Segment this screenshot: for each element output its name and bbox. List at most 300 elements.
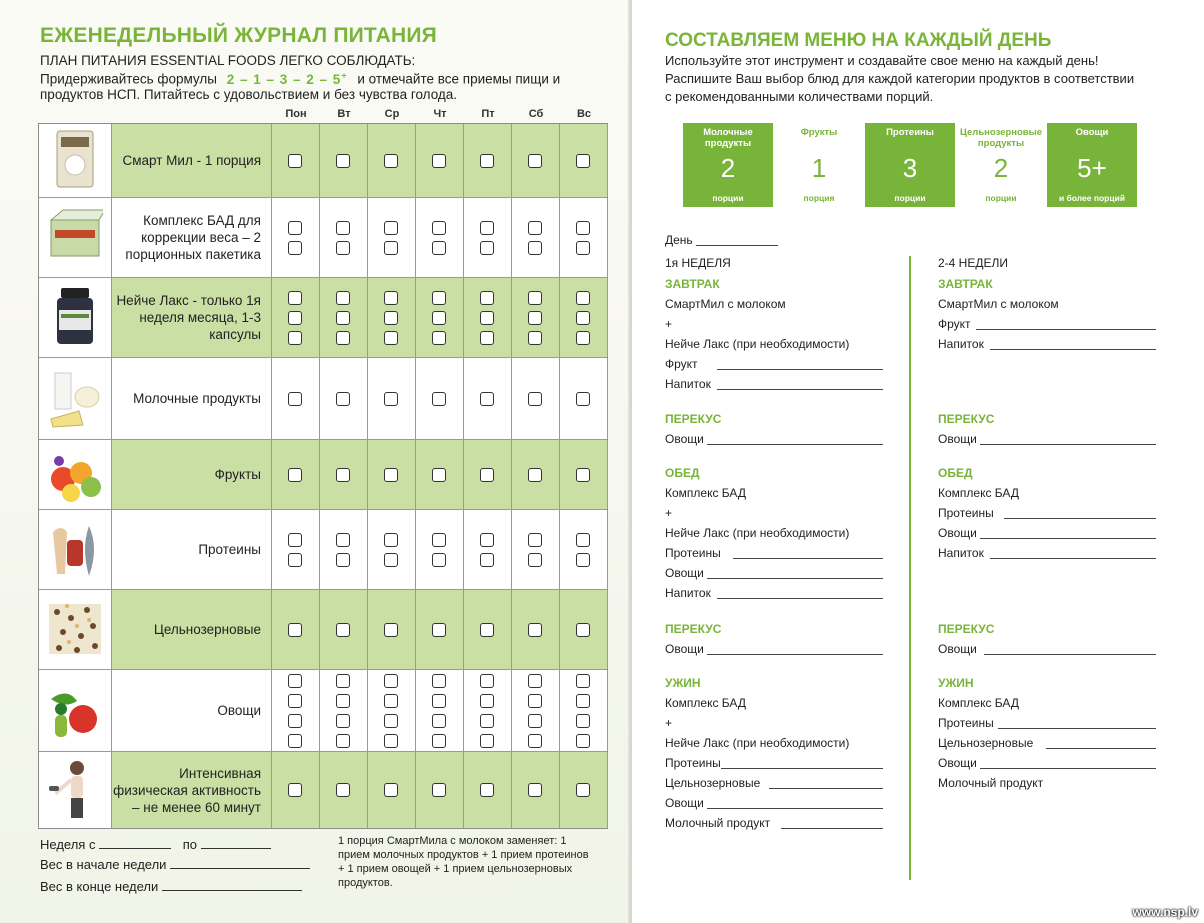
menu-item: +	[665, 317, 673, 331]
day-cell	[368, 440, 416, 509]
food-image-cell	[39, 358, 112, 439]
checkbox[interactable]	[336, 468, 350, 482]
day-cell	[416, 670, 464, 751]
day-cell	[560, 198, 608, 277]
day-cell	[320, 358, 368, 439]
day-cell	[512, 198, 560, 277]
weekday-2: Ср	[384, 108, 400, 120]
table-row	[39, 358, 607, 440]
food-image-cell	[39, 278, 112, 357]
day-cell	[464, 590, 512, 669]
portion-unit: порции	[985, 193, 1017, 203]
checkbox[interactable]	[576, 674, 590, 688]
day-cell	[464, 198, 512, 277]
day-cell	[560, 752, 608, 828]
fill-line[interactable]	[984, 654, 1156, 655]
checkbox[interactable]	[384, 392, 398, 406]
fill-line[interactable]	[980, 538, 1156, 539]
menu-title: СОСТАВЛЯЕМ МЕНЮ НА КАЖДЫЙ ДЕНЬ	[665, 30, 1052, 51]
row-label: Протеины	[112, 510, 272, 589]
menu-item: СмартМил с молоком	[665, 297, 786, 311]
day-cell	[416, 198, 464, 277]
meal-heading: УЖИН	[938, 676, 974, 690]
grains-image	[47, 598, 103, 665]
checkbox[interactable]	[480, 674, 494, 688]
fill-line[interactable]	[707, 654, 883, 655]
menu-item: Фрукт	[938, 317, 971, 331]
menu-item: Напиток	[665, 586, 711, 600]
checkbox[interactable]	[432, 154, 446, 168]
checkbox[interactable]	[432, 392, 446, 406]
menu-item: Цельнозерновые	[938, 736, 1034, 750]
checkbox[interactable]	[288, 674, 302, 688]
menu-item: Овощи	[665, 642, 704, 656]
meal-heading: ПЕРЕКУС	[665, 622, 722, 636]
day-cell	[512, 670, 560, 751]
checkbox[interactable]	[576, 714, 590, 728]
menu-item: Напиток	[938, 337, 984, 351]
checkbox[interactable]	[528, 734, 542, 748]
checkbox[interactable]	[576, 623, 590, 637]
checkbox[interactable]	[528, 392, 542, 406]
meat-fish-image	[47, 518, 103, 585]
checkbox[interactable]	[336, 674, 350, 688]
menu-item: Нейче Лакс (при необходимости)	[665, 736, 850, 750]
checkbox[interactable]	[288, 714, 302, 728]
day-cell	[416, 752, 464, 828]
portion-number: 2	[720, 153, 736, 183]
checkbox[interactable]	[480, 241, 494, 255]
menu-item: Протеины	[665, 756, 721, 770]
menu-item: Протеины	[665, 546, 721, 560]
menu-item: Овощи	[938, 756, 977, 770]
row-label: Цельнозерновые	[112, 590, 272, 669]
day-cell	[512, 358, 560, 439]
table-row	[39, 510, 607, 590]
checkbox[interactable]	[480, 714, 494, 728]
day-cell	[272, 198, 320, 277]
week-range	[40, 836, 271, 852]
portion-name: Овощи	[1075, 127, 1109, 138]
day-cell	[272, 670, 320, 751]
checkbox[interactable]	[288, 553, 302, 567]
day-cell	[464, 278, 512, 357]
checkbox[interactable]	[528, 623, 542, 637]
menu-item: Нейче Лакс (при необходимости)	[665, 337, 850, 351]
day-cell	[368, 670, 416, 751]
checkbox[interactable]	[528, 533, 542, 547]
checkbox[interactable]	[384, 553, 398, 567]
menu-item: 1я НЕДЕЛЯ	[665, 256, 731, 270]
day-cell	[272, 440, 320, 509]
week-to-field[interactable]	[201, 836, 271, 849]
weight-start-label: Вес в начале недели	[40, 857, 167, 872]
day-cell	[512, 278, 560, 357]
fill-line[interactable]	[998, 728, 1156, 729]
checkbox[interactable]	[528, 714, 542, 728]
table-row	[39, 278, 607, 358]
portion-name: Молочные продукты	[703, 127, 753, 149]
checkbox[interactable]	[480, 331, 494, 345]
day-cell	[416, 510, 464, 589]
menu-item: СмартМил с молоком	[938, 297, 1059, 311]
day-cell	[320, 670, 368, 751]
formula	[227, 72, 348, 87]
meal-heading: ОБЕД	[665, 466, 700, 480]
checkbox[interactable]	[384, 533, 398, 547]
checkbox[interactable]	[576, 783, 590, 797]
menu-item: Нейче Лакс (при необходимости)	[665, 526, 850, 540]
checkbox[interactable]	[480, 623, 494, 637]
day-cell	[560, 670, 608, 751]
day-field[interactable]	[696, 245, 778, 246]
checkbox[interactable]	[528, 674, 542, 688]
row-label: Комплекс БАД для коррекции веса – 2 порционных пакетика	[112, 198, 272, 277]
day-cell	[464, 670, 512, 751]
food-image-cell	[39, 670, 112, 751]
meal-heading: УЖИН	[665, 676, 701, 690]
checkbox[interactable]	[432, 331, 446, 345]
row-label: Молочные продукты	[112, 358, 272, 439]
checkbox[interactable]	[480, 291, 494, 305]
checkbox[interactable]	[288, 734, 302, 748]
checkbox[interactable]	[528, 694, 542, 708]
checkbox[interactable]	[576, 553, 590, 567]
fill-line[interactable]	[1004, 518, 1156, 519]
woman-exercising-image	[47, 758, 103, 825]
checkbox[interactable]	[576, 392, 590, 406]
checkbox[interactable]	[576, 468, 590, 482]
checkbox[interactable]	[528, 291, 542, 305]
menu-intro: Используйте этот инструмент и создавайте свое меню на каждый день! Распишите Ваш выбор блюд для каждой категории продуктов в соответствии с рекомендованными количествами порций.	[665, 53, 1135, 104]
fill-line[interactable]	[990, 558, 1156, 559]
checkbox[interactable]	[384, 311, 398, 325]
formula-line	[40, 70, 560, 87]
weekday-3: Чт	[433, 108, 447, 120]
checkbox[interactable]	[528, 241, 542, 255]
checkbox[interactable]	[288, 783, 302, 797]
food-image-cell	[39, 440, 112, 509]
portion-unit: порции	[894, 193, 926, 203]
day-cell	[560, 278, 608, 357]
checkbox[interactable]	[336, 533, 350, 547]
checkbox[interactable]	[528, 221, 542, 235]
portion-unit: и более порций	[1058, 193, 1126, 203]
day-cell	[560, 440, 608, 509]
day-cell	[560, 590, 608, 669]
fill-line[interactable]	[707, 444, 883, 445]
day-cell	[464, 752, 512, 828]
weight-start-field[interactable]	[170, 856, 310, 869]
checkbox[interactable]	[576, 154, 590, 168]
fill-line[interactable]	[717, 389, 883, 390]
checkbox[interactable]	[480, 533, 494, 547]
day-cell	[560, 124, 608, 197]
day-cell	[416, 440, 464, 509]
checkbox[interactable]	[336, 783, 350, 797]
checkbox[interactable]	[576, 734, 590, 748]
checkbox[interactable]	[288, 331, 302, 345]
day-cell	[368, 752, 416, 828]
menu-item: Овощи	[665, 796, 704, 810]
checkbox[interactable]	[336, 331, 350, 345]
weekday-5: Сб	[528, 108, 544, 120]
checkbox[interactable]	[384, 154, 398, 168]
portion-unit: порции	[712, 193, 744, 203]
row-label: Нейче Лакс - только 1я неделя месяца, 1-3 капсулы	[112, 278, 272, 357]
checkbox[interactable]	[384, 291, 398, 305]
checkbox[interactable]	[432, 553, 446, 567]
checkbox[interactable]	[336, 734, 350, 748]
day-cell	[320, 590, 368, 669]
checkbox[interactable]	[336, 623, 350, 637]
checkbox[interactable]	[288, 392, 302, 406]
fill-line[interactable]	[733, 558, 883, 559]
menu-item: Молочный продукт	[938, 776, 1044, 790]
row-label: Интенсивная физическая активность – не менее 60 минут	[112, 752, 272, 828]
day-cell	[464, 124, 512, 197]
checkbox[interactable]	[528, 468, 542, 482]
checkbox[interactable]	[480, 311, 494, 325]
checkbox[interactable]	[576, 311, 590, 325]
meal-heading: ПЕРЕКУС	[665, 412, 722, 426]
checkbox[interactable]	[336, 221, 350, 235]
checkbox[interactable]	[336, 714, 350, 728]
fill-line[interactable]	[717, 369, 883, 370]
fill-line[interactable]	[769, 788, 883, 789]
checkbox[interactable]	[384, 783, 398, 797]
food-image-cell	[39, 752, 112, 828]
fill-line[interactable]	[976, 329, 1156, 330]
checkbox[interactable]	[336, 392, 350, 406]
day-cell	[416, 358, 464, 439]
checkbox[interactable]	[432, 221, 446, 235]
checkbox[interactable]	[480, 553, 494, 567]
meal-journal-table	[38, 123, 608, 829]
fill-line[interactable]	[990, 349, 1156, 350]
smartmeal-note: 1 порция СмартМила с молоком заменяет: 1 прием молочных продуктов + 1 прием протеинов + 1 прием овощей + 1 прием цельнозерновых продуктов.	[338, 835, 589, 889]
watermark: www.nsp.lv	[1132, 905, 1198, 919]
checkbox[interactable]	[576, 533, 590, 547]
table-row	[39, 590, 607, 670]
checkbox[interactable]	[384, 221, 398, 235]
weekday-4: Пт	[481, 108, 495, 120]
fill-line[interactable]	[1046, 748, 1156, 749]
checkbox[interactable]	[432, 674, 446, 688]
checkbox[interactable]	[288, 154, 302, 168]
fill-line[interactable]	[980, 768, 1156, 769]
day-cell	[272, 358, 320, 439]
checkbox[interactable]	[384, 331, 398, 345]
meal-heading: ОБЕД	[938, 466, 973, 480]
menu-item: Овощи	[938, 432, 977, 446]
checkbox[interactable]	[384, 623, 398, 637]
fill-line[interactable]	[707, 808, 883, 809]
checkbox[interactable]	[336, 291, 350, 305]
plan-note: продуктов НСП. Питайтесь с удовольствием и без чувства голода.	[40, 87, 458, 102]
checkbox[interactable]	[432, 694, 446, 708]
row-label: Овощи	[112, 670, 272, 751]
checkbox[interactable]	[432, 533, 446, 547]
checkbox[interactable]	[432, 311, 446, 325]
day-cell	[320, 198, 368, 277]
checkbox[interactable]	[384, 674, 398, 688]
checkbox[interactable]	[480, 468, 494, 482]
menu-item: Протеины	[938, 506, 994, 520]
day-cell	[320, 124, 368, 197]
checkbox[interactable]	[432, 714, 446, 728]
day-cell	[320, 440, 368, 509]
week-from-label: Неделя с	[40, 837, 96, 852]
checkbox[interactable]	[432, 241, 446, 255]
checkbox[interactable]	[336, 241, 350, 255]
day-cell	[368, 124, 416, 197]
menu-item: Комплекс БАД	[938, 486, 1019, 500]
portion-number: 2	[993, 153, 1009, 183]
portion-box	[683, 123, 773, 207]
checkbox[interactable]	[528, 154, 542, 168]
checkbox[interactable]	[576, 694, 590, 708]
checkbox[interactable]	[384, 241, 398, 255]
meal-heading: ЗАВТРАК	[665, 277, 720, 291]
week-from-field[interactable]	[99, 836, 171, 849]
checkbox[interactable]	[528, 783, 542, 797]
day-cell	[512, 124, 560, 197]
day-label: День	[665, 233, 693, 247]
weight-start	[40, 856, 310, 872]
weight-end	[40, 878, 302, 894]
checkbox[interactable]	[288, 694, 302, 708]
menu-item: Цельнозерновые	[665, 776, 761, 790]
checkbox[interactable]	[480, 783, 494, 797]
menu-item: Овощи	[938, 526, 977, 540]
portion-name: Цельнозерновые продукты	[959, 127, 1043, 149]
checkbox[interactable]	[288, 241, 302, 255]
row-label: Смарт Мил - 1 порция	[112, 124, 272, 197]
menu-item: Напиток	[938, 546, 984, 560]
checkbox[interactable]	[528, 331, 542, 345]
day-cell	[368, 358, 416, 439]
formula-value: 2 – 1 – 3 – 2 – 5	[226, 71, 342, 87]
menu-item: Овощи	[938, 642, 977, 656]
checkbox[interactable]	[432, 468, 446, 482]
fill-line[interactable]	[980, 444, 1156, 445]
meal-heading: ПЕРЕКУС	[938, 622, 995, 636]
menu-item: Комплекс БАД	[938, 696, 1019, 710]
checkbox[interactable]	[432, 734, 446, 748]
table-row	[39, 440, 607, 510]
checkbox[interactable]	[288, 311, 302, 325]
day-cell	[416, 590, 464, 669]
fill-line[interactable]	[781, 828, 883, 829]
checkbox[interactable]	[384, 734, 398, 748]
checkbox[interactable]	[576, 241, 590, 255]
checkbox[interactable]	[336, 694, 350, 708]
day-cell	[512, 590, 560, 669]
checkbox[interactable]	[480, 734, 494, 748]
plan-heading: ПЛАН ПИТАНИЯ ESSENTIAL FOODS ЛЕГКО СОБЛЮДАТЬ:	[40, 53, 416, 68]
menu-item: +	[665, 716, 673, 730]
day-cell	[320, 278, 368, 357]
checkbox[interactable]	[384, 468, 398, 482]
meal-heading: ЗАВТРАК	[938, 277, 993, 291]
checkbox[interactable]	[576, 291, 590, 305]
day-cell	[560, 510, 608, 589]
day-cell	[368, 278, 416, 357]
day-cell	[320, 510, 368, 589]
day-cell	[416, 124, 464, 197]
day-cell	[272, 510, 320, 589]
weight-end-field[interactable]	[162, 878, 302, 891]
weight-end-label: Вес в конце недели	[40, 879, 159, 894]
portion-number: 5+	[1077, 153, 1107, 183]
week-to-label: по	[182, 837, 197, 852]
checkbox[interactable]	[528, 553, 542, 567]
food-image-cell	[39, 590, 112, 669]
formula-prefix: Придерживайтесь формулы	[40, 71, 217, 87]
day-cell	[272, 278, 320, 357]
formula-suffix: и отмечайте все приемы пищи и	[357, 71, 561, 87]
fill-line[interactable]	[707, 578, 883, 579]
checkbox[interactable]	[384, 714, 398, 728]
day-cell	[464, 358, 512, 439]
checkbox[interactable]	[336, 311, 350, 325]
fruits-image	[47, 443, 103, 509]
checkbox[interactable]	[480, 392, 494, 406]
day-cell	[464, 510, 512, 589]
checkbox[interactable]	[288, 533, 302, 547]
table-row	[39, 198, 607, 278]
portion-box	[956, 123, 1046, 207]
checkbox[interactable]	[384, 694, 398, 708]
checkbox[interactable]	[480, 694, 494, 708]
table-row	[39, 124, 607, 198]
supplement-box-image	[47, 206, 103, 273]
checkbox[interactable]	[432, 623, 446, 637]
menu-item: Напиток	[665, 377, 711, 391]
checkbox[interactable]	[288, 468, 302, 482]
food-image-cell	[39, 124, 112, 197]
portion-box	[1047, 123, 1137, 207]
checkbox[interactable]	[336, 154, 350, 168]
day-cell	[368, 198, 416, 277]
checkbox[interactable]	[288, 623, 302, 637]
menu-item: Молочный продукт	[665, 816, 771, 830]
checkbox[interactable]	[432, 291, 446, 305]
checkbox[interactable]	[336, 553, 350, 567]
checkbox[interactable]	[288, 291, 302, 305]
checkbox[interactable]	[576, 221, 590, 235]
menu-item: Овощи	[665, 566, 704, 580]
dairy-products-image	[47, 367, 103, 434]
day-cell	[368, 590, 416, 669]
portion-name: Протеины	[886, 127, 934, 138]
checkbox[interactable]	[576, 331, 590, 345]
checkbox[interactable]	[288, 221, 302, 235]
checkbox[interactable]	[480, 154, 494, 168]
fill-line[interactable]	[717, 598, 883, 599]
day-cell	[560, 358, 608, 439]
menu-item: 2-4 НЕДЕЛИ	[938, 256, 1008, 270]
portion-box	[774, 123, 864, 207]
fill-line[interactable]	[721, 768, 883, 769]
portion-number: 3	[902, 153, 918, 183]
checkbox[interactable]	[432, 783, 446, 797]
checkbox[interactable]	[528, 311, 542, 325]
day-cell	[272, 124, 320, 197]
weekday-headers	[272, 108, 608, 122]
checkbox[interactable]	[480, 221, 494, 235]
